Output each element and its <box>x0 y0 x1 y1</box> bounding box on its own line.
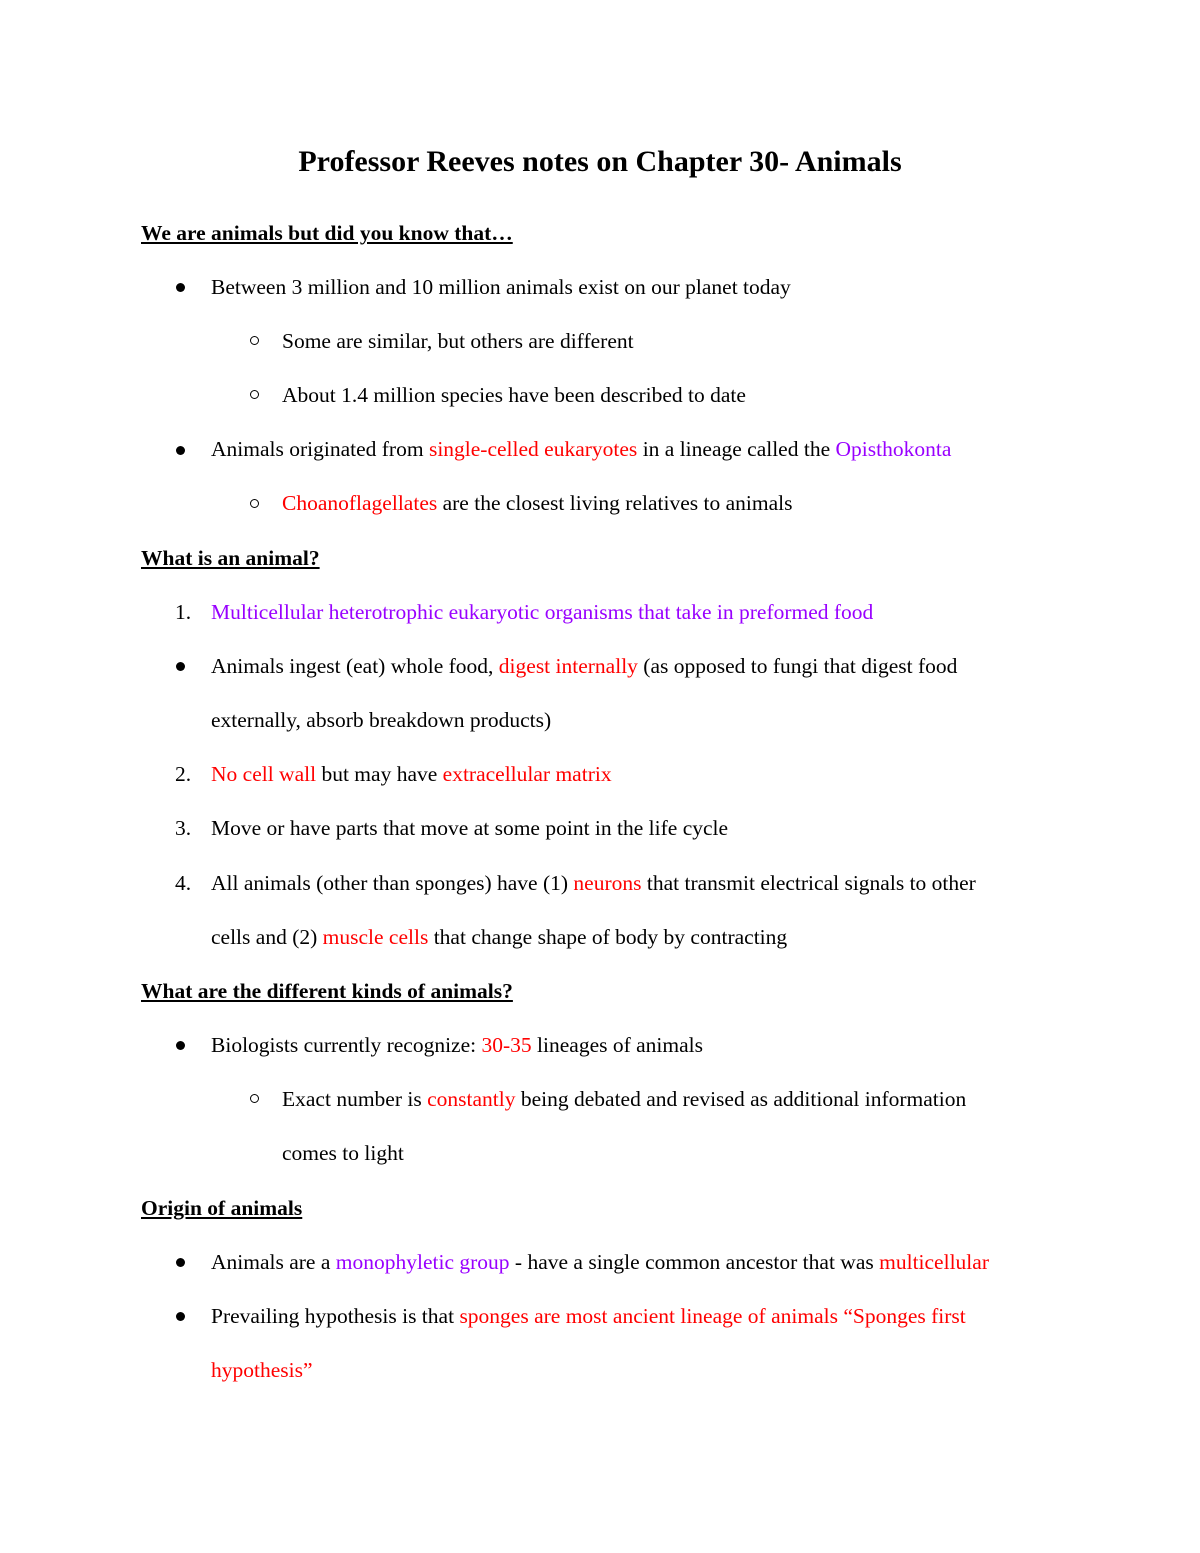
numbered-item: Multicellular heterotrophic eukaryotic organisms that take in preformed food <box>211 600 874 624</box>
highlight-term: single-celled eukaryotes <box>428 437 638 461</box>
bullet-circle <box>250 499 259 508</box>
bullet-disc <box>176 662 185 671</box>
text: cells and (2) <box>211 925 323 949</box>
section-heading-origin-of-animals: Origin of animals <box>141 1196 303 1220</box>
list-item <box>211 1247 989 1277</box>
text: that change shape of body by contracting <box>428 925 788 949</box>
text: lineages of animals <box>531 1033 704 1057</box>
highlight-term: No cell wall <box>211 762 317 786</box>
bullet-circle <box>250 1094 259 1103</box>
bullet-circle <box>250 336 259 345</box>
list-item-continuation: hypothesis” <box>211 1358 313 1382</box>
highlight-term: constantly <box>427 1087 516 1111</box>
bullet-disc <box>176 283 185 292</box>
text: Biologists currently recognize: <box>211 1033 482 1057</box>
numbered-item: Move or have parts that move at some point in the life cycle <box>211 816 729 840</box>
bullet-disc <box>176 1312 185 1321</box>
list-item <box>211 1301 966 1331</box>
text: Animals ingest (eat) whole food, <box>211 654 499 678</box>
text: that transmit electrical signals to other <box>641 871 976 895</box>
text: (as opposed to fungi that digest food <box>637 654 958 678</box>
list-item-continuation: externally, absorb breakdown products) <box>211 708 552 732</box>
text: but may have <box>316 762 443 786</box>
highlight-term: neurons <box>573 871 642 895</box>
list-number: 2. <box>175 762 192 786</box>
highlight-term: monophyletic group <box>335 1250 510 1274</box>
section-heading-what-is-an-animal: What is an animal? <box>141 546 320 570</box>
list-item <box>211 434 951 464</box>
bullet-disc <box>176 1041 185 1050</box>
highlight-term: Opisthokonta <box>835 437 952 461</box>
text: - have a single common ancestor that was <box>509 1250 880 1274</box>
list-number: 4. <box>175 871 192 895</box>
sub-list-item-continuation: comes to light <box>282 1141 404 1165</box>
list-item: Between 3 million and 10 million animals exist on our planet today <box>211 275 791 299</box>
page-title: Professor Reeves notes on Chapter 30- Animals <box>298 145 902 178</box>
list-number: 1. <box>175 600 192 624</box>
sub-list-item <box>282 488 792 518</box>
list-item <box>211 651 957 681</box>
text: All animals (other than sponges) have (1) <box>211 871 574 895</box>
bullet-disc <box>176 446 185 455</box>
highlight-term: sponges are most ancient lineage of animals “Sponges first <box>459 1304 966 1328</box>
list-number: 3. <box>175 816 192 840</box>
text: being debated and revised as additional information <box>515 1087 967 1111</box>
highlight-term: 30-35 <box>481 1033 532 1057</box>
sub-list-item: About 1.4 million species have been described to date <box>282 383 746 407</box>
bullet-disc <box>176 1258 185 1267</box>
numbered-item-continuation <box>211 922 787 952</box>
highlight-term: muscle cells <box>322 925 429 949</box>
numbered-item <box>211 868 976 898</box>
sub-list-item: Some are similar, but others are different <box>282 329 634 353</box>
text: Prevailing hypothesis is that <box>211 1304 460 1328</box>
highlight-term: extracellular matrix <box>442 762 612 786</box>
text: Animals originated from <box>211 437 429 461</box>
section-heading-kinds-of-animals: What are the different kinds of animals? <box>141 979 513 1003</box>
bullet-circle <box>250 390 259 399</box>
list-item <box>211 1030 703 1060</box>
text: are the closest living relatives to animals <box>437 491 793 515</box>
section-heading-did-you-know: We are animals but did you know that… <box>141 221 513 245</box>
text: in a lineage called the <box>637 437 836 461</box>
highlight-term: multicellular <box>879 1250 989 1274</box>
highlight-term: digest internally <box>498 654 638 678</box>
highlight-term: Choanoflagellates <box>282 491 438 515</box>
sub-list-item <box>282 1084 966 1114</box>
text: Animals are a <box>211 1250 336 1274</box>
numbered-item <box>211 759 612 789</box>
text: Exact number is <box>282 1087 428 1111</box>
